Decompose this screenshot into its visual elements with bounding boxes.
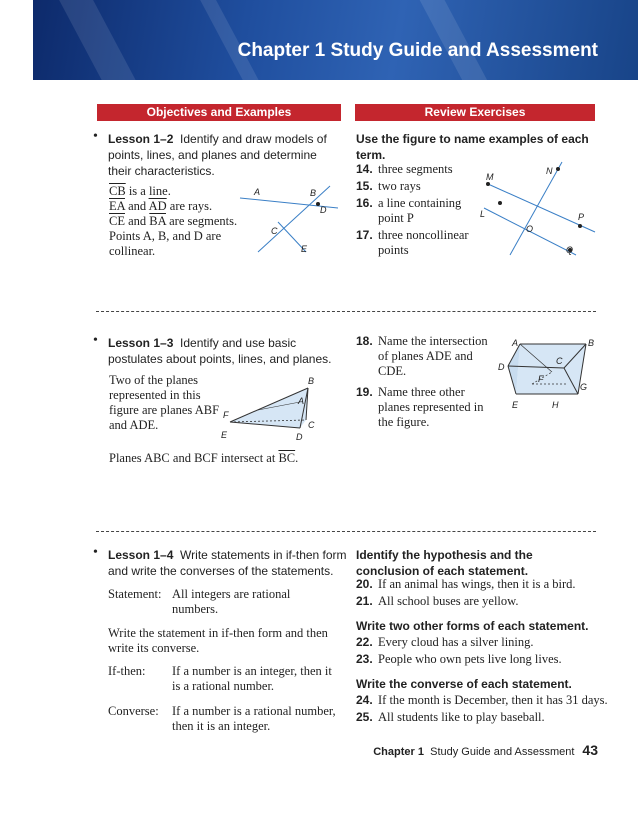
label-m: M <box>486 172 494 182</box>
item-number: 22. <box>356 635 373 649</box>
item-text: planes represented in <box>378 400 484 414</box>
lines-figure <box>238 182 338 257</box>
label-b: B <box>308 376 315 386</box>
segment-ba: $\overline{BA}$ <box>149 214 166 228</box>
statement-label: Statement: <box>108 587 162 601</box>
item-text: All school buses are yellow. <box>378 594 519 608</box>
item-number: 25. <box>356 710 373 724</box>
rays-figure <box>470 160 600 258</box>
label-a: A <box>254 187 261 197</box>
item-text: Name three other <box>378 385 465 399</box>
converse-text <box>172 704 347 734</box>
item-text: If the month is December, then it has 31 days. <box>378 693 608 707</box>
label-c: C <box>556 356 563 366</box>
review-items-20-21 <box>356 577 601 609</box>
review-instruction-1: Use the figure to name examples of each term. <box>356 132 589 162</box>
bullet: • <box>93 545 98 560</box>
label-a: A <box>512 338 519 348</box>
lesson-label: Lesson 1–4 <box>108 548 174 562</box>
example-text: and <box>124 199 149 213</box>
item-text: the figure. <box>378 415 430 429</box>
ifthen-text <box>172 664 347 694</box>
label-q: Q <box>566 245 574 255</box>
converse-label: Converse: <box>108 704 159 718</box>
item-text: People who own pets live long lives. <box>378 652 562 666</box>
label-n: N <box>546 166 553 176</box>
banner-texture <box>48 0 168 80</box>
ray-ad: $\overline{AD}$ <box>148 199 167 213</box>
label-g: G <box>580 382 588 392</box>
example-text: is a line. <box>125 184 171 198</box>
label-e: E <box>221 430 228 440</box>
example-text: are segments. <box>165 214 238 228</box>
banner-title: Chapter 1 Study Guide and Assessment <box>237 40 598 61</box>
item-text: a line containing <box>378 196 462 210</box>
example-text: . <box>295 451 299 465</box>
label-d: D <box>498 362 505 372</box>
review-instruction-4: Write the converse of each statement. <box>356 677 572 691</box>
ray-ea: $\overline{EA}$ <box>109 199 125 213</box>
review-items-24-25 <box>356 693 608 725</box>
bullet: • <box>93 129 98 144</box>
line-bc: $\overline{BC}$ <box>278 451 296 465</box>
objective-text: Identify and draw models of points, lines, and planes and determine their characteristics. <box>108 132 327 178</box>
label-a: A <box>298 396 305 406</box>
divider <box>96 531 596 532</box>
bullet: • <box>93 333 98 348</box>
example-text: and <box>124 214 150 228</box>
lesson-1-3-objective <box>108 335 343 367</box>
objective-text: Identify and use basic postulates about points, lines, and planes. <box>108 336 332 366</box>
review-instruction-3: Write two other forms of each statement. <box>356 619 589 633</box>
example-text: collinear. <box>109 244 156 258</box>
item-number: 19. <box>356 385 373 399</box>
item-number: 15. <box>356 179 373 193</box>
label-e: E <box>301 244 308 254</box>
review-header: Review Exercises <box>355 104 595 121</box>
item-text: points <box>378 243 409 257</box>
item-number: 17. <box>356 228 373 242</box>
objectives-header: Objectives and Examples <box>97 104 341 121</box>
item-number: 14. <box>356 162 373 176</box>
ifthen-line: If a number is an integer, then it <box>172 664 332 678</box>
label-p: P <box>578 212 585 222</box>
item-text: three noncollinear <box>378 228 469 242</box>
instruction-line: Write the statement in if-then form and then <box>108 626 328 640</box>
statement-line: numbers. <box>172 602 219 616</box>
converse-line: If a number is a rational number, <box>172 704 336 718</box>
prism-figure <box>492 332 600 420</box>
item-number: 23. <box>356 652 373 666</box>
item-text: Every cloud has a silver lining. <box>378 635 534 649</box>
write-instruction <box>108 626 348 656</box>
review-instruction-2: Identify the hypothesis and the conclusion of each statement. <box>356 548 533 578</box>
item-number: 21. <box>356 594 373 608</box>
segment-ce: $\overline{CE}$ <box>109 214 125 228</box>
planes-intersect-text <box>109 451 298 466</box>
example-text: Two of the planes <box>109 373 199 387</box>
item-text: of planes ADE and <box>378 349 473 363</box>
page-number: 43 <box>582 742 598 758</box>
review-items-14-17 <box>356 162 486 258</box>
item-text: two rays <box>378 179 421 193</box>
label-b: B <box>310 188 317 198</box>
example-text: Points A, B, and D are <box>109 229 222 243</box>
instruction-line: write its converse. <box>108 641 200 655</box>
statement-line: All integers are rational <box>172 587 291 601</box>
item-text: All students like to play baseball. <box>378 710 545 724</box>
review-items-18-19 <box>356 334 496 430</box>
label-b: B <box>588 338 595 348</box>
label-f: F <box>223 410 229 420</box>
item-number: 18. <box>356 334 373 348</box>
item-text: three segments <box>378 162 453 176</box>
item-text: Name the intersection <box>378 334 488 348</box>
example-text: represented in this <box>109 388 201 402</box>
lesson-label: Lesson 1–2 <box>108 132 174 146</box>
label-c: C <box>308 420 315 430</box>
page-footer <box>373 742 598 758</box>
item-text: CDE. <box>378 364 407 378</box>
label-f: F <box>538 374 544 384</box>
item-number: 24. <box>356 693 373 707</box>
line-cb: $\overline{CB}$ <box>109 184 126 198</box>
label-h: H <box>552 400 559 410</box>
chapter-banner <box>33 0 638 80</box>
lesson-1-4-objective <box>108 547 348 579</box>
label-l: L <box>480 209 486 219</box>
label-e: E <box>512 400 519 410</box>
ifthen-label: If-then: <box>108 664 146 678</box>
label-d: D <box>320 205 327 215</box>
footer-title: Study Guide and Assessment <box>430 746 575 758</box>
example-text: are rays. <box>166 199 213 213</box>
item-text: If an animal has wings, then it is a bird. <box>378 577 576 591</box>
item-number: 20. <box>356 577 373 591</box>
example-text: Planes ABC and BCF intersect at <box>109 451 279 465</box>
objective-text: Write statements in if-then form and write the converses of the statements. <box>108 548 347 578</box>
planes-figure <box>218 372 328 444</box>
example-text: and ADE. <box>109 418 159 432</box>
ifthen-line: is a rational number. <box>172 679 275 693</box>
statement-text <box>172 587 342 617</box>
label-o: O <box>526 224 534 234</box>
lesson-label: Lesson 1–3 <box>108 336 174 350</box>
item-number: 16. <box>356 196 373 210</box>
lesson-1-2-objective <box>108 131 343 179</box>
item-text: point P <box>378 211 414 225</box>
review-items-22-23 <box>356 635 601 667</box>
footer-chapter: Chapter 1 <box>373 746 424 758</box>
divider <box>96 311 596 312</box>
example-text: figure are planes ABF <box>109 403 220 417</box>
label-d: D <box>296 432 303 442</box>
converse-line: then it is an integer. <box>172 719 271 733</box>
label-c: C <box>271 226 278 236</box>
